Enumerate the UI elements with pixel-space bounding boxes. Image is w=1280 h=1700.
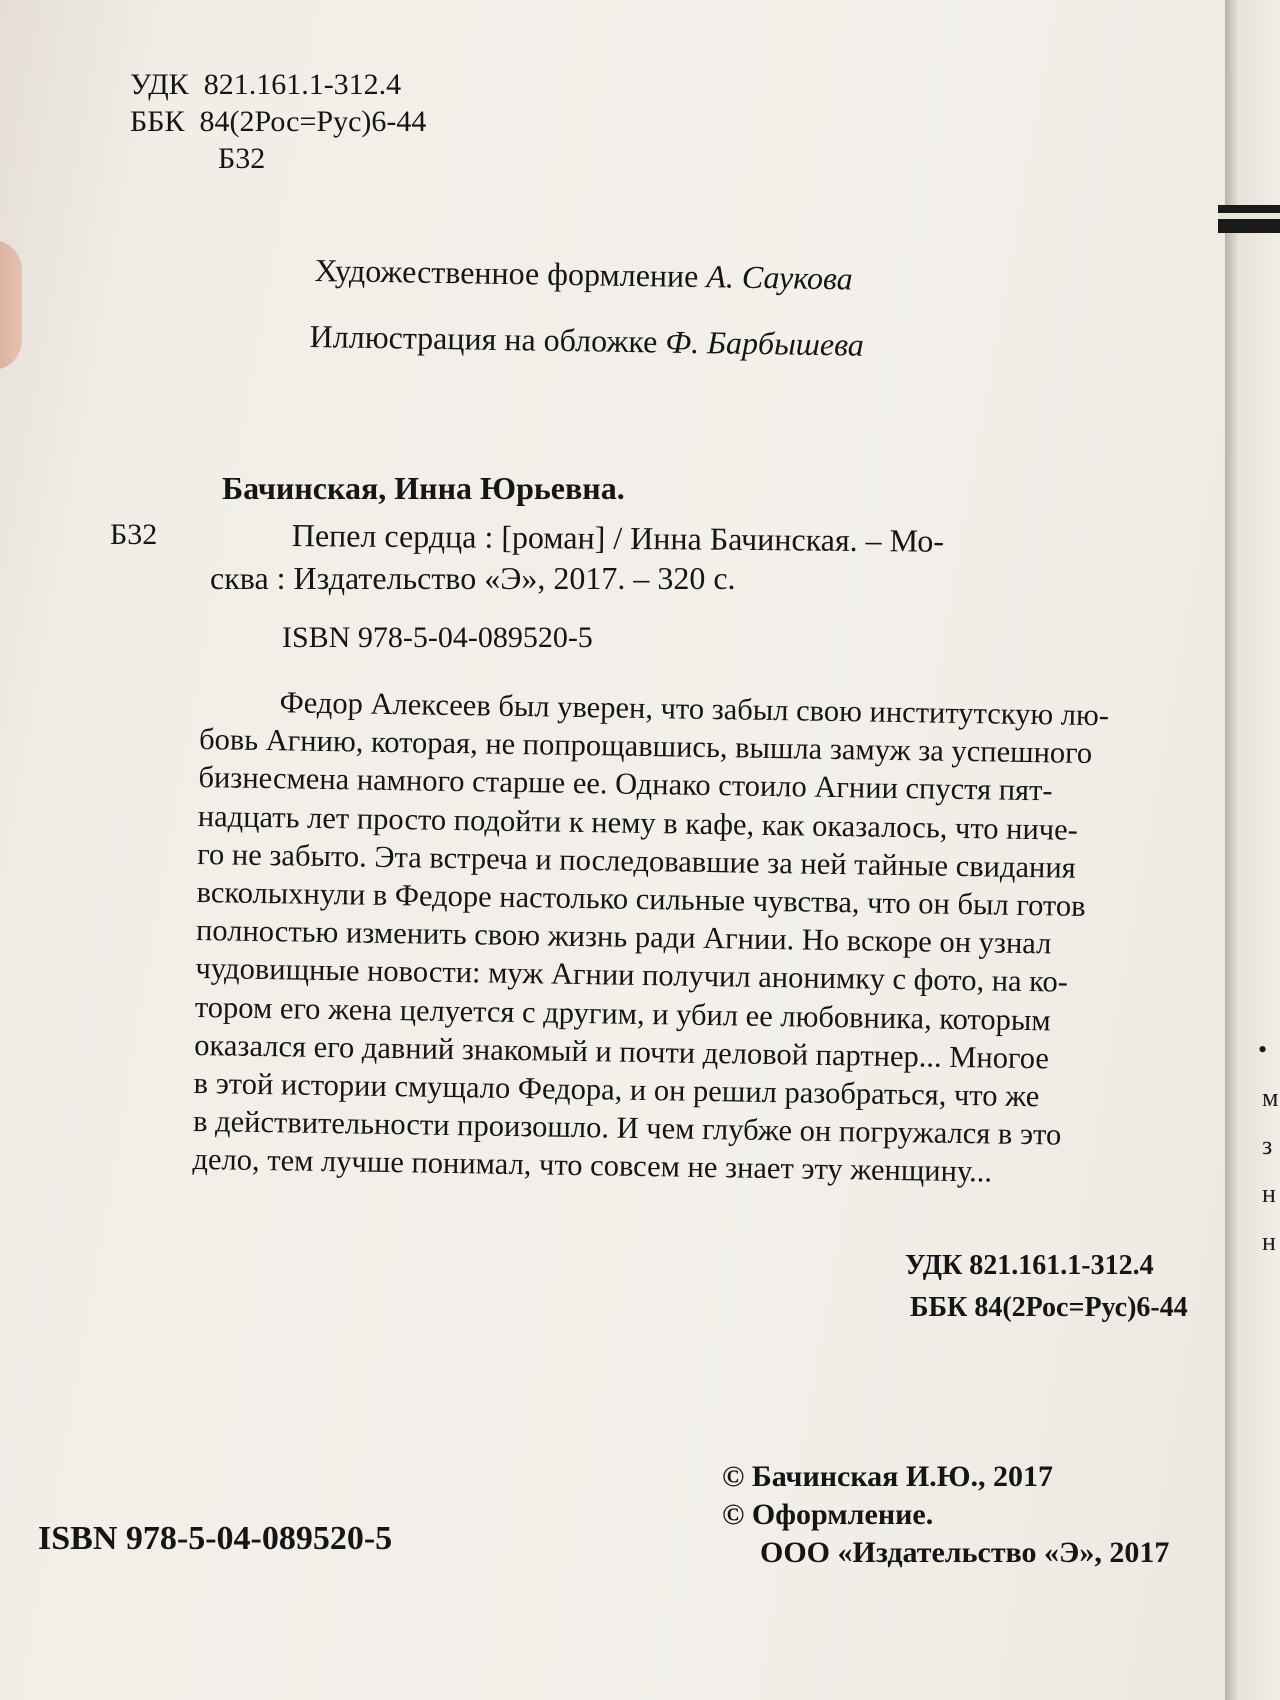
thumb [0,240,22,370]
annotation-line: Федор Алексеев был уверен, что забыл свою институтскую лю- [279,685,1110,733]
annotation-line: тором его жена целуется с другим, и убил ее любовника, которым [194,989,1051,1038]
udk-line [130,68,401,102]
title-line-2: сква : Издательство «Э», 2017. – 320 с. [210,560,736,596]
adjacent-glyph: н [1262,1179,1276,1208]
annotation-line: дело, тем лучше понимал, что совсем не знает эту женщину... [192,1142,993,1189]
title-line-1: Пепел сердца : [роман] / Инна Бачинская. – Мо- [291,517,945,559]
footer-isbn: ISBN 978-5-04-089520-5 [38,1520,393,1557]
design-credit-text: Художественное формление [314,252,707,295]
adjacent-glyph: н [1262,1227,1276,1256]
adjacent-glyph: з [1262,1131,1273,1160]
annotation-line: всколыхнули в Федоре настолько сильные чувства, что он был готов [196,874,1086,923]
annotation-line: бовь Агнию, которая, не попрощавшись, вышла замуж за успешного [198,722,1093,771]
illustration-credit [309,318,864,364]
catalog-mark: Б32 [110,518,158,551]
design-credit-name: А. Саукова [706,258,853,297]
adjacent-page-edge [1225,0,1280,1700]
copyright-author: © Бачинская И.Ю., 2017 [722,1460,1054,1493]
design-credit [314,252,853,297]
annotation [192,682,1195,1194]
bbk-line [130,105,426,139]
classification-udk: УДК 821.161.1-312.4 [905,1250,1154,1281]
udk-value: 821.161.1-312.4 [203,68,402,101]
copyright-design: © Оформление. [722,1498,934,1531]
illustration-credit-text: Иллюстрация на обложке [309,318,666,360]
illustration-credit-name: Ф. Барбышева [665,323,865,363]
classification-bbk: ББК 84(2Рос=Рус)6-44 [910,1292,1188,1323]
annotation-line: надцать лет просто подойти к нему в кафе, как оказалось, что ниче- [197,798,1079,847]
annotation-line: го не забыто. Эта встреча и последовавшие за ней тайные свидания [197,836,1076,885]
annotation-line: чудовищные новости: муж Агнии получил анонимку с фото, на ко- [195,951,1069,1000]
adjacent-glyph: • [1258,1035,1268,1064]
adjacent-glyph: м [1262,1083,1279,1112]
annotation-line: бизнесмена намного старше ее. Однако стоило Агнии спустя пят- [198,760,1053,808]
copyright-publisher: ООО «Издательство «Э», 2017 [760,1536,1170,1569]
annotation-line: в действительности произошло. И чем глубже он погружался в это [192,1104,1062,1152]
author-heading: Бачинская, Инна Юрьевна. [222,470,625,506]
catalog-isbn: ISBN 978-5-04-089520-5 [282,621,593,654]
annotation-line: в этой истории смущало Федора, и он решил разобраться, что же [193,1065,1040,1114]
adjacent-page-rule [1218,205,1280,233]
annotation-line: оказался его давний знакомый и почти деловой партнер... Многое [194,1027,1050,1076]
udk-label: УДК [130,68,189,101]
author-mark: Б32 [218,142,266,175]
annotation-line: полностью изменить свою жизнь ради Агнии. Но вскоре он узнал [195,913,1052,961]
bbk-value: 84(2Рос=Рус)6-44 [199,105,427,138]
bbk-label: ББК [130,105,185,138]
